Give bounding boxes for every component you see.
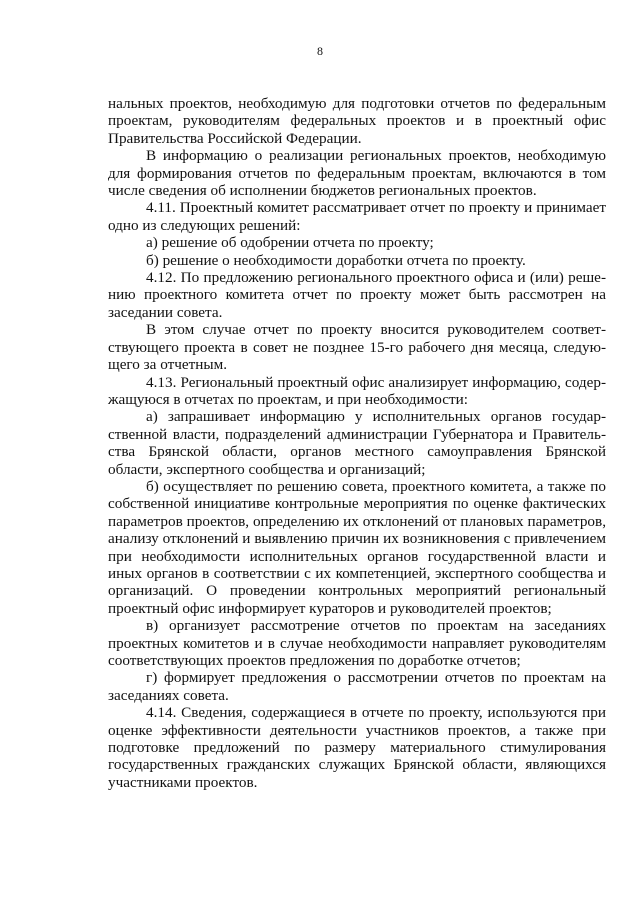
paragraph-4-14: 4.14. Сведения, содержащиеся в отчете по проекту, используются при оценке эффективности деятельности участников проектов, а также при подготовке предложений по размеру материального стимулирования государственных гражданских служащих Брянской области, являющихся участниками проектов. [108,704,606,791]
paragraph-4-13-g: г) формирует предложения о рассмотрении отчетов по проектам на заседаниях совета. [108,669,606,704]
paragraph-4-12: 4.12. По предложению регионального проектного офиса и (или) решению проектного комитета отчет по проекту может быть рассмотрен на заседании совета. [108,269,606,321]
paragraph-4-13-b: б) осуществляет по решению совета, проектного комитета, а также по собственной инициативе контрольные мероприятия по оценке фактических параметров проектов, определению их отклонений от плановых параметров, анализу отклонений и выявлению причин их возникновения с привлечением при необходимости исполнительных органов государственной власти и иных органов в соответствии с их компетенцией, экспертного сообщества и организаций. О проведении контрольных мероприятий региональный проектный офис информирует кураторов и руководителей проектов; [108,477,606,617]
page-number: 8 [317,44,323,58]
paragraph-4-11-b: б) решение о необходимости доработки отчета по проекту. [146,251,526,269]
paragraph-4-13-v: в) организует рассмотрение отчетов по проектам на заседаниях проектных комитетов и в случае необходимости направляет руководителям соответствующих проектов предложения по доработке отчетов; [108,617,606,669]
paragraph-4-11: 4.11. Проектный комитет рассматривает отчет по проекту и принимает одно из следующих решений: [108,199,606,234]
paragraph-4-13-a: а) запрашивает информацию у исполнительных органов государственной власти, подразделений администрации Губернатора и Правительства Брянской области, органов местного самоуправления Брянской области, экспертного сообщества и организаций; [108,408,606,478]
paragraph-4-11-a: а) решение об одобрении отчета по проекту; [146,234,434,252]
paragraph-4-13: 4.13. Региональный проектный офис анализирует информацию, содержащуюся в отчетах по проектам, и при необходимости: [108,373,606,408]
paragraph-continuation: нальных проектов, необходимую для подготовки отчетов по федеральным проектам, руководителям федеральных проектов и в проектный офис Правительства Российской Федерации. [108,95,606,147]
paragraph-4-12-detail: В этом случае отчет по проекту вносится руководителем соответствующего проекта в совет не позднее 15-го рабочего дня месяца, следующего за отчетным. [108,321,606,374]
document-body [108,95,606,791]
paragraph-regional-info: В информацию о реализации региональных проектов, необходимую для формирования отчетов по федеральным проектам, включаются в том числе сведения об исполнении бюджетов региональных проектов. [108,147,606,200]
